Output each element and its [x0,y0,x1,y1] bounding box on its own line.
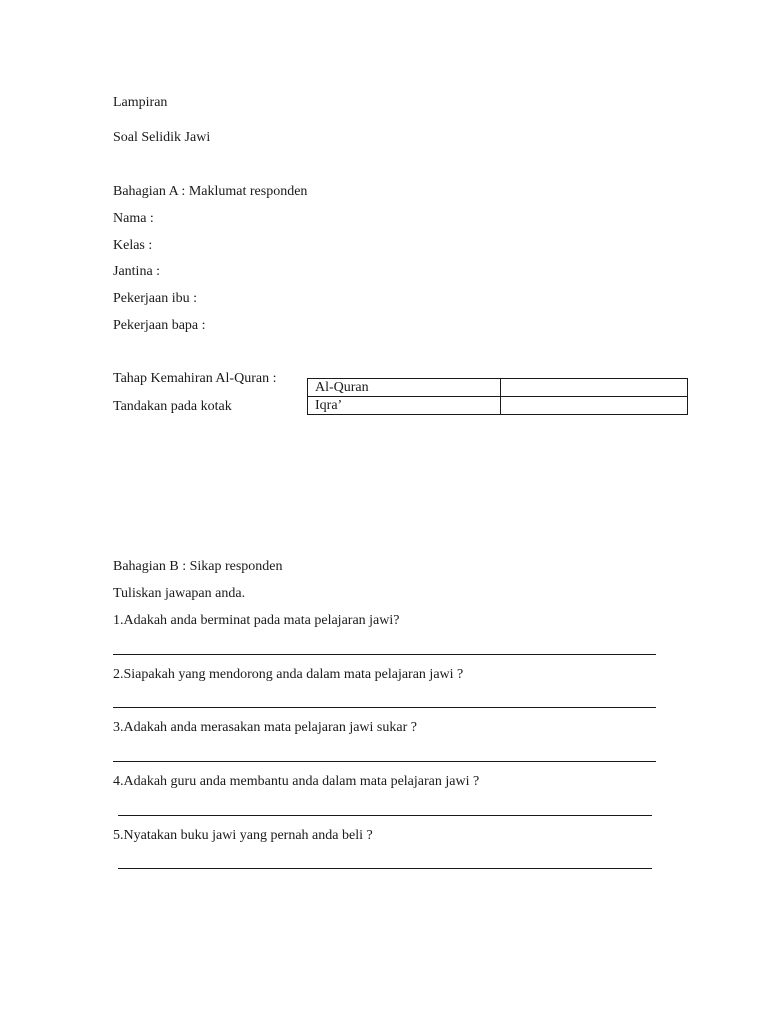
field-kelas: Kelas : [113,238,153,253]
skill-option-al-quran: Al-Quran [308,379,501,397]
table-row [308,379,688,397]
answer-line-3[interactable] [113,761,656,762]
skill-table [307,378,688,415]
section-a-heading: Bahagian A : Maklumat responden [113,184,308,199]
question-4: 4.Adakah guru anda membantu anda dalam mata pelajaran jawi ? [113,774,480,789]
question-2: 2.Siapakah yang mendorong anda dalam mata pelajaran jawi ? [113,667,464,682]
section-b-instruction: Tuliskan jawapan anda. [113,586,246,601]
skill-instruction: Tandakan pada kotak [113,399,232,414]
field-jantina: Jantina : [113,264,161,279]
field-pekerjaan-bapa: Pekerjaan bapa : [113,318,206,333]
section-b-heading: Bahagian B : Sikap responden [113,559,283,574]
lampiran-label: Lampiran [113,95,168,110]
document-title: Soal Selidik Jawi [113,130,211,145]
answer-line-4[interactable] [118,815,652,816]
question-5: 5.Nyatakan buku jawi yang pernah anda beli ? [113,828,373,843]
field-nama: Nama : [113,211,154,226]
skill-option-iqra: Iqra’ [308,397,501,415]
skill-checkbox-iqra[interactable] [501,397,688,415]
answer-line-2[interactable] [113,707,656,708]
question-3: 3.Adakah anda merasakan mata pelajaran jawi sukar ? [113,720,417,735]
field-pekerjaan-ibu: Pekerjaan ibu : [113,291,197,306]
question-1: 1.Adakah anda berminat pada mata pelajaran jawi? [113,613,400,628]
skill-checkbox-al-quran[interactable] [501,379,688,397]
skill-label: Tahap Kemahiran Al-Quran : [113,371,277,386]
answer-line-5[interactable] [118,868,652,869]
answer-line-1[interactable] [113,654,656,655]
table-row [308,397,688,415]
